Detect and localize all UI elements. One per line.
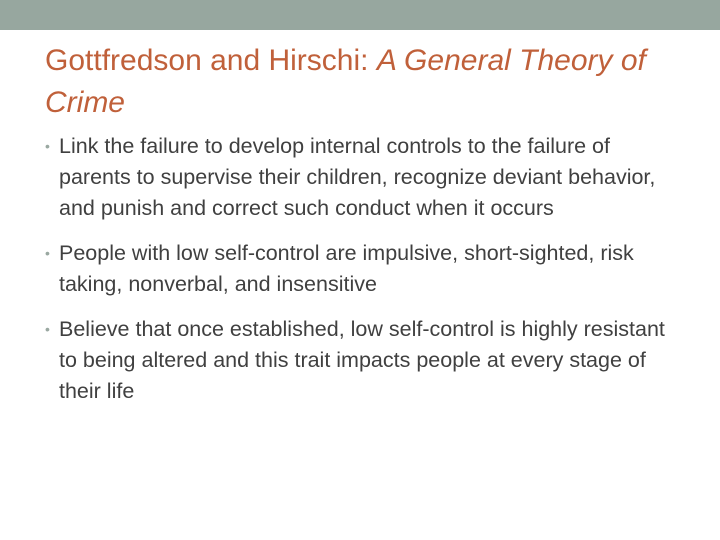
bullet-item <box>45 238 685 300</box>
bullet-marker: • <box>45 321 50 337</box>
slide-title-plain: Gottfredson and Hirschi: <box>45 44 377 77</box>
bullet-marker: • <box>45 245 50 261</box>
bullet-item <box>45 131 685 224</box>
bullet-marker: • <box>45 138 50 154</box>
slide-top-bar <box>0 0 720 30</box>
slide-title <box>45 40 685 124</box>
bullet-text: Link the failure to develop internal controls to the failure of parents to supervise their children, recognize deviant behavior, and punish and correct such conduct when it occurs <box>59 134 656 220</box>
bullet-text: Believe that once established, low self-control is highly resistant to being altered and this trait impacts people at every stage of their life <box>59 317 665 403</box>
bullet-item <box>45 314 685 407</box>
slide-title-italic: A General Theory of Crime <box>45 44 646 119</box>
bullet-list <box>45 131 685 421</box>
bullet-text: People with low self-control are impulsive, short-sighted, risk taking, nonverbal, and insensitive <box>59 241 634 296</box>
